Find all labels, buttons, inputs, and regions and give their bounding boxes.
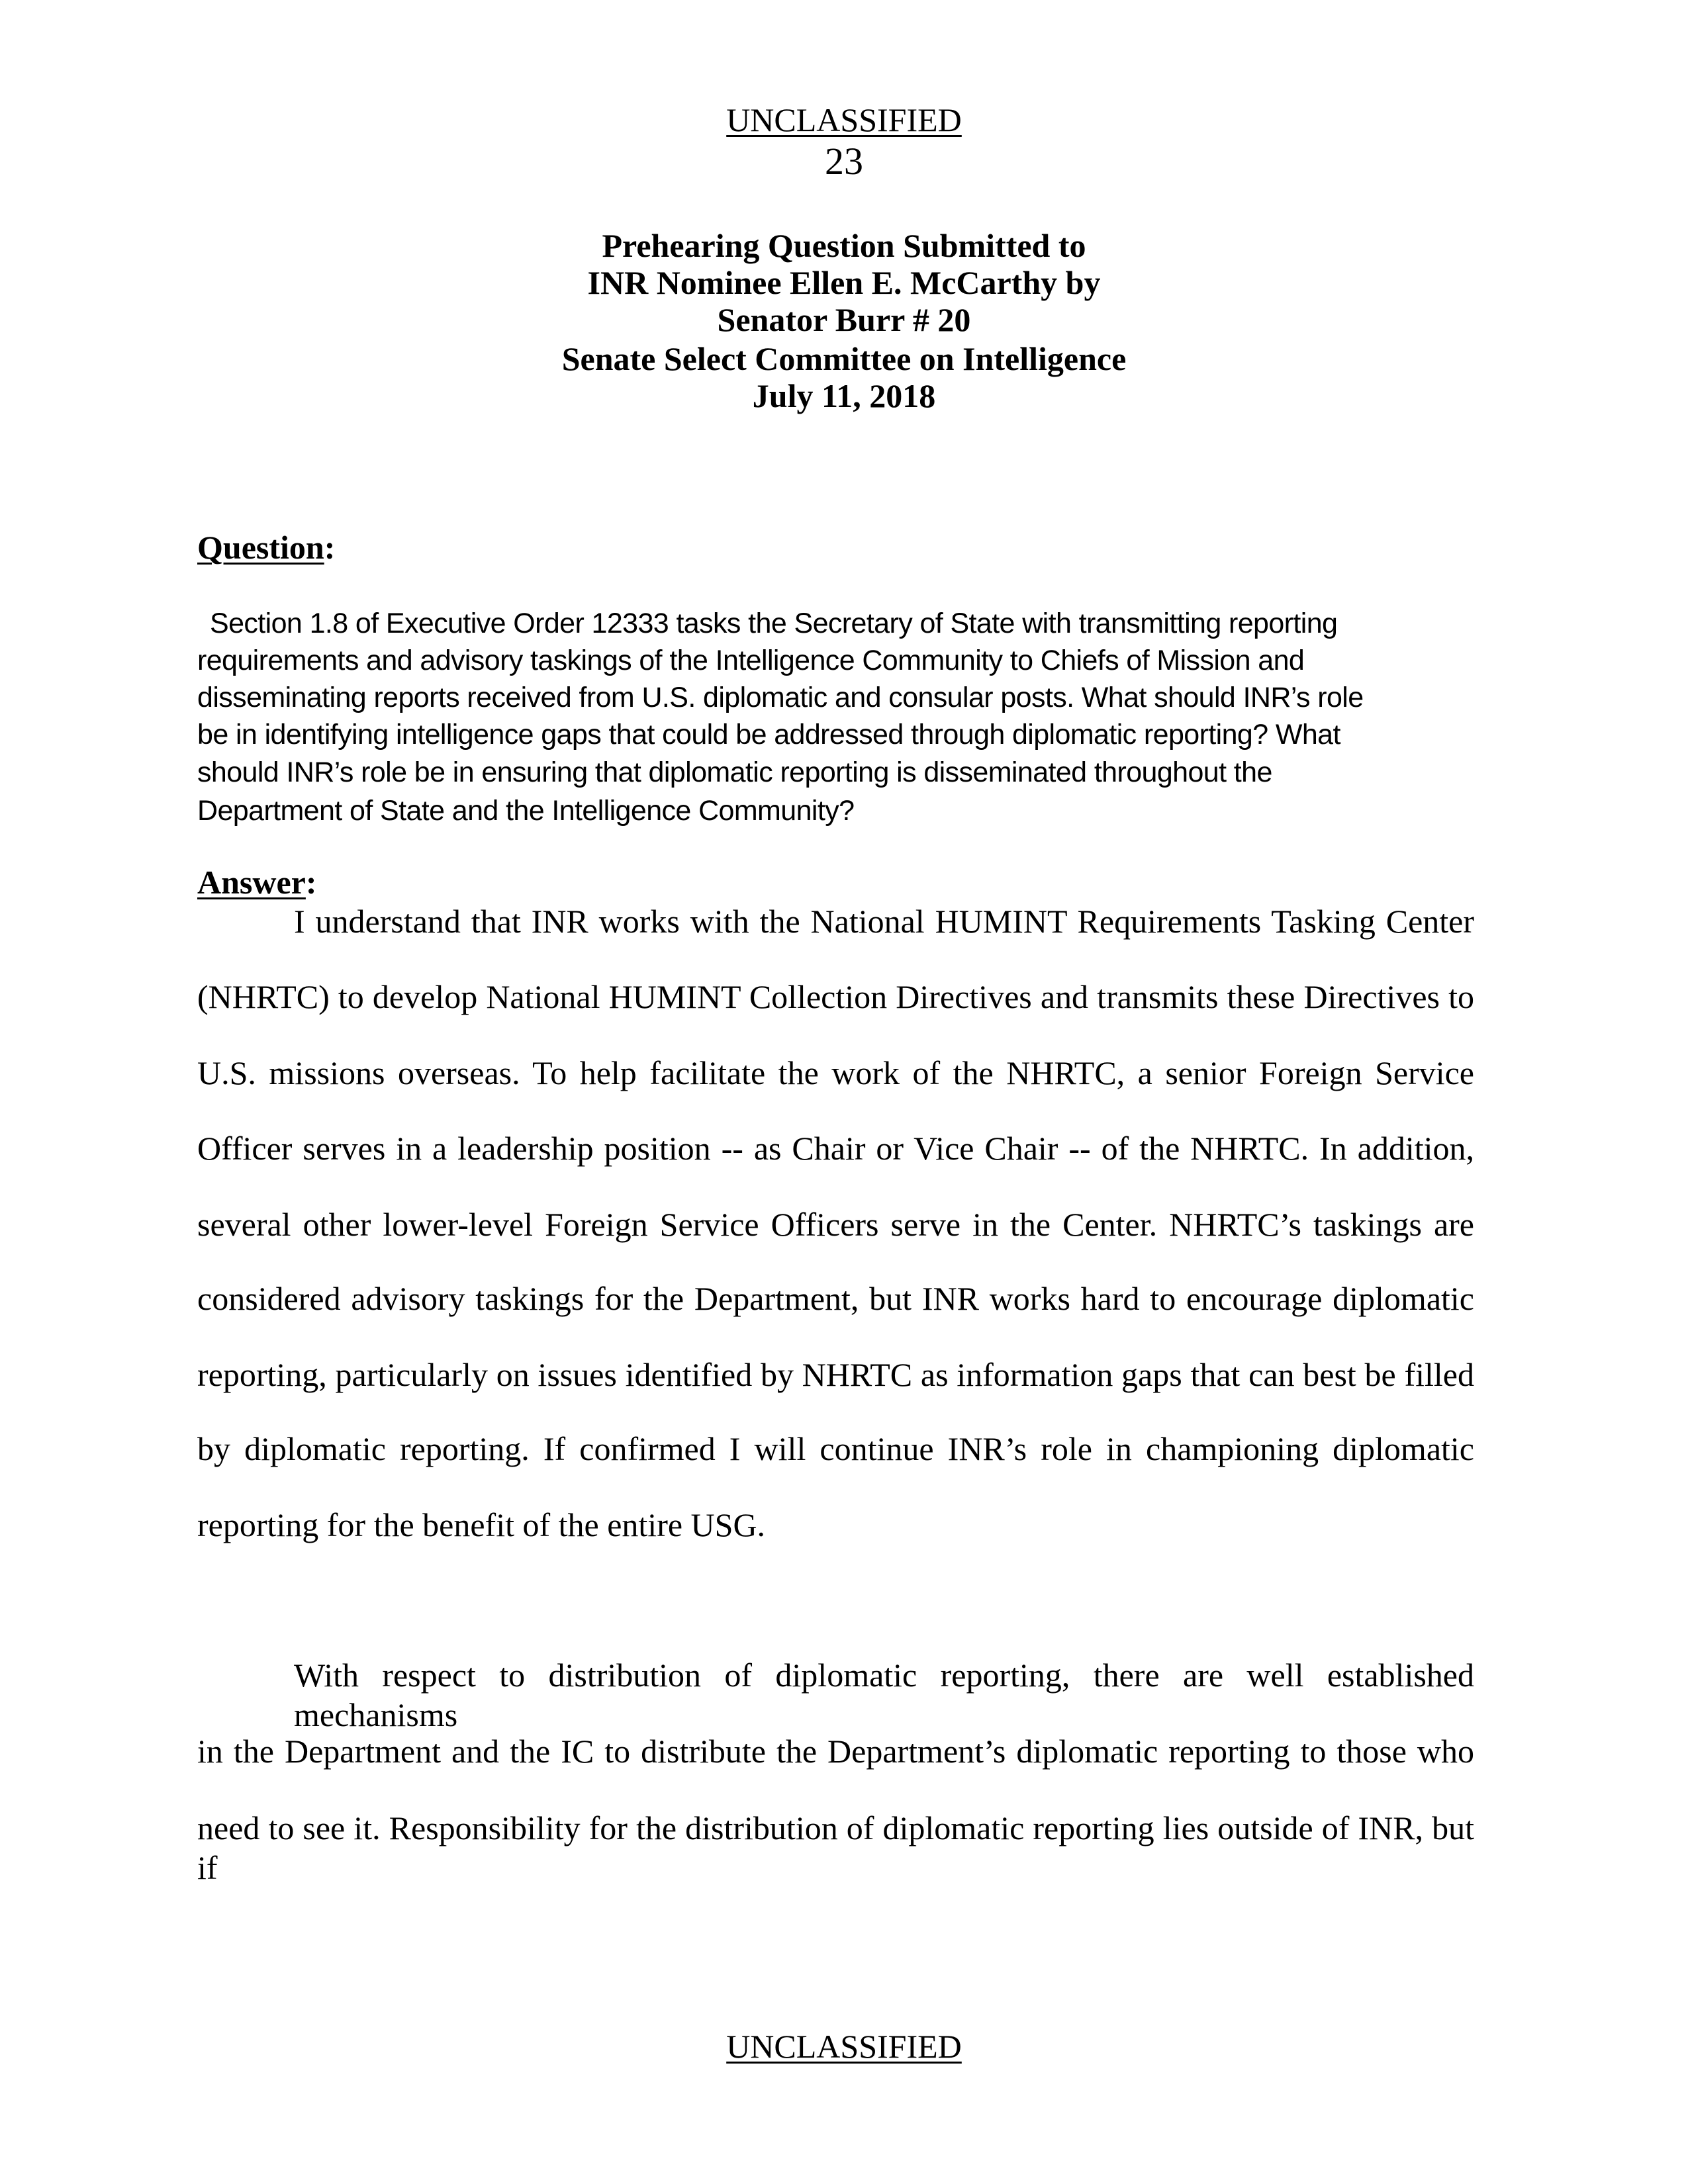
answer-heading — [197, 862, 317, 902]
answer-line: in the Department and the IC to distribute the Department’s diplomatic reporting to those who — [197, 1733, 1474, 1770]
question-line: requirements and advisory taskings of the Intelligence Community to Chiefs of Mission and — [197, 645, 1305, 676]
question-label: Question — [197, 529, 324, 566]
answer-line: With respect to distribution of diplomatic reporting, there are well established mechanisms — [294, 1657, 1474, 1733]
question-line: be in identifying intelligence gaps that could be addressed through diplomatic reporting? What — [197, 719, 1340, 751]
answer-line: reporting for the benefit of the entire USG. — [197, 1506, 766, 1543]
classification-footer: UNCLASSIFIED — [726, 2028, 962, 2065]
title-line: INR Nominee Ellen E. McCarthy by — [587, 264, 1101, 301]
answer-line: U.S. missions overseas. To help facilitate the work of the NHRTC, a senior Foreign Service — [197, 1054, 1474, 1091]
question-heading — [197, 527, 335, 567]
question-line: Section 1.8 of Executive Order 12333 tasks the Secretary of State with transmitting reporting — [210, 608, 1338, 639]
answer-line: Officer serves in a leadership position -- as Chair or Vice Chair -- of the NHRTC. In addition, — [197, 1130, 1474, 1167]
title-line: Senator Burr # 20 — [717, 301, 971, 338]
answer-line: need to see it. Responsibility for the distribution of diplomatic reporting lies outside of INR, but if — [197, 1809, 1474, 1886]
answer-line: reporting, particularly on issues identified by NHRTC as information gaps that can best be filled — [197, 1356, 1474, 1393]
answer-line: (NHRTC) to develop National HUMINT Collection Directives and transmits these Directives to — [197, 978, 1474, 1015]
answer-line: several other lower-level Foreign Service Officers serve in the Center. NHRTC’s taskings are — [197, 1206, 1474, 1243]
answer-line: I understand that INR works with the National HUMINT Requirements Tasking Center — [294, 903, 1474, 940]
question-line: Department of State and the Intelligence Community? — [197, 795, 855, 827]
answer-label: Answer — [197, 864, 306, 901]
title-line: Senate Select Committee on Intelligence — [561, 340, 1127, 377]
answer-line: by diplomatic reporting. If confirmed I will continue INR’s role in championing diplomatic — [197, 1430, 1474, 1467]
title-line: Prehearing Question Submitted to — [602, 227, 1086, 264]
answer-line: considered advisory taskings for the Department, but INR works hard to encourage diplomatic — [197, 1280, 1474, 1317]
classification-header: UNCLASSIFIED — [726, 101, 962, 138]
question-line: should INR’s role be in ensuring that diplomatic reporting is disseminated throughout the — [197, 756, 1272, 788]
page-number: 23 — [825, 140, 863, 183]
question-line: disseminating reports received from U.S. diplomatic and consular posts. What should INR’s role — [197, 682, 1364, 713]
question-colon: : — [324, 529, 336, 566]
title-line: July 11, 2018 — [752, 377, 936, 414]
answer-colon: : — [305, 864, 317, 901]
